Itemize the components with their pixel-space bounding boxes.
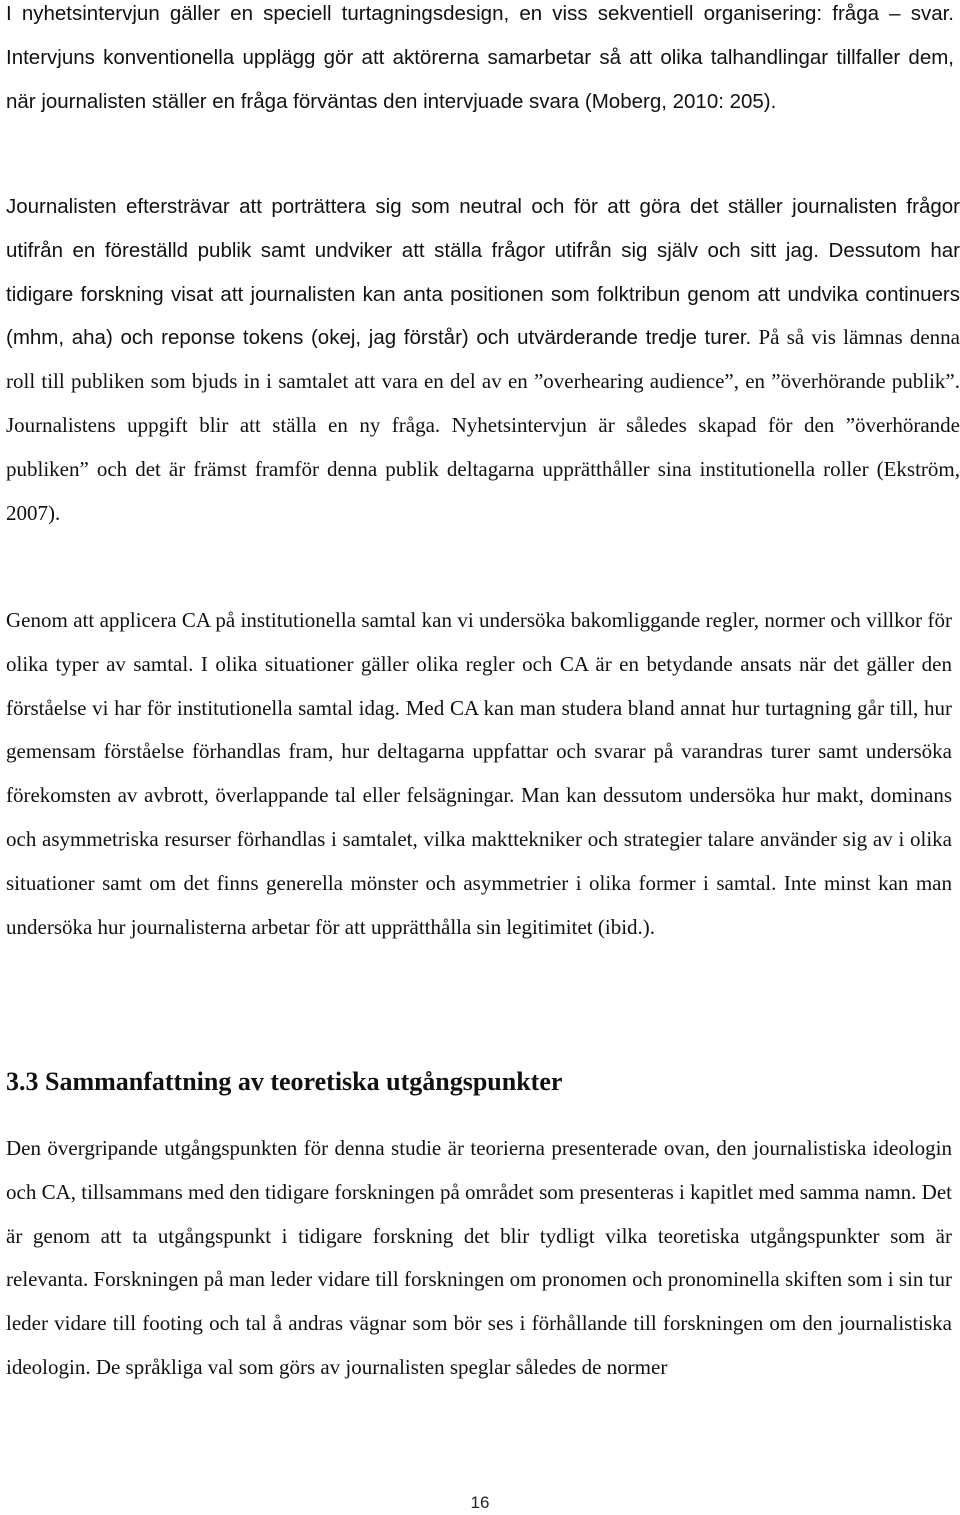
paragraph-journalist-neutrality-serif-part: På så vis lämnas denna roll till publiken som bjuds in i samtalet att vara en del av en ”overhearing audience”, en ”överhörande publik”. Journalistens uppgift blir att ställa en ny fråga. Nyhetsintervjun är således skapad för den ”överhörande publiken” och det är främst framför denna publik deltagarna upprätthåller sina institutionella roller (Ekström, 2007).	[6, 325, 960, 525]
page-number: 16	[470, 1493, 490, 1512]
paragraph-summary-starting-point: Den övergripande utgångspunkten för denna studie är teorierna presenterade ovan, den journalistiska ideologin och CA, tillsammans med den tidigare forskningen på området som presenteras i kapitlet med samma namn. Det är genom att ta utgångspunkt i tidigare forskning det blir tydligt vilka teoretiska utgångspunkter som är relevanta. Forskningen på man leder vidare till forskningen om pronomen och pronominella skiften som i sin tur leder vidare till footing och tal å andras vägnar som bör ses i förhållande till forskningen om den journalistiska ideologin. De språkliga val som görs av journalisten speglar således de normer	[6, 1136, 952, 1379]
section-heading: 3.3 Sammanfattning av teoretiska utgångspunkter	[6, 1067, 563, 1096]
paragraph-ca-institutional-talk: Genom att applicera CA på institutionella samtal kan vi undersöka bakomliggande regler, normer och villkor för olika typer av samtal. I olika situationer gäller olika regler och CA är en betydande ansats när det gäller den förståelse vi har för institutionella samtal idag. Med CA kan man studera bland annat hur turtagning går till, hur gemensam förståelse förhandlas fram, hur deltagarna uppfattar och svarar på varandras turer samt undersöka förekomsten av avbrott, överlappande tal eller felsägningar. Man kan dessutom undersöka hur makt, dominans och asymmetriska resurser förhandlas i samtalet, vilka makttekniker och strategier talare använder sig av i olika situationer samt om det finns generella mönster och asymmetrier i olika former i samtal. Inte minst kan man undersöka hur journalisterna arbetar för att upprätthålla sin legitimitet (ibid.).	[6, 608, 952, 939]
paragraph-journalist-neutrality-sans-part: Journalisten eftersträvar att porträttera sig som neutral och för att göra det ställer journalisten frågor utifrån en föreställd publik samt undviker att ställa frågor utifrån sig själv och sitt jag. Dessutom har tidigare forskning visat att journalisten kan anta positionen som folktribun genom att undvika continuers (mhm, aha) och reponse tokens (okej, jag förstår) och utvärderande tredje turer.	[6, 195, 960, 350]
paragraph-journalist-neutrality	[6, 185, 960, 535]
paragraph-interview-design: I nyhetsintervjun gäller en speciell turtagningsdesign, en viss sekventiell organisering: fråga – svar. Intervjuns konventionella upplägg gör att aktörerna samarbetar så att olika talhandlingar tillfaller dem, när journalisten ställer en fråga förväntas den intervjuade svara (Moberg, 2010: 205).	[6, 2, 954, 113]
